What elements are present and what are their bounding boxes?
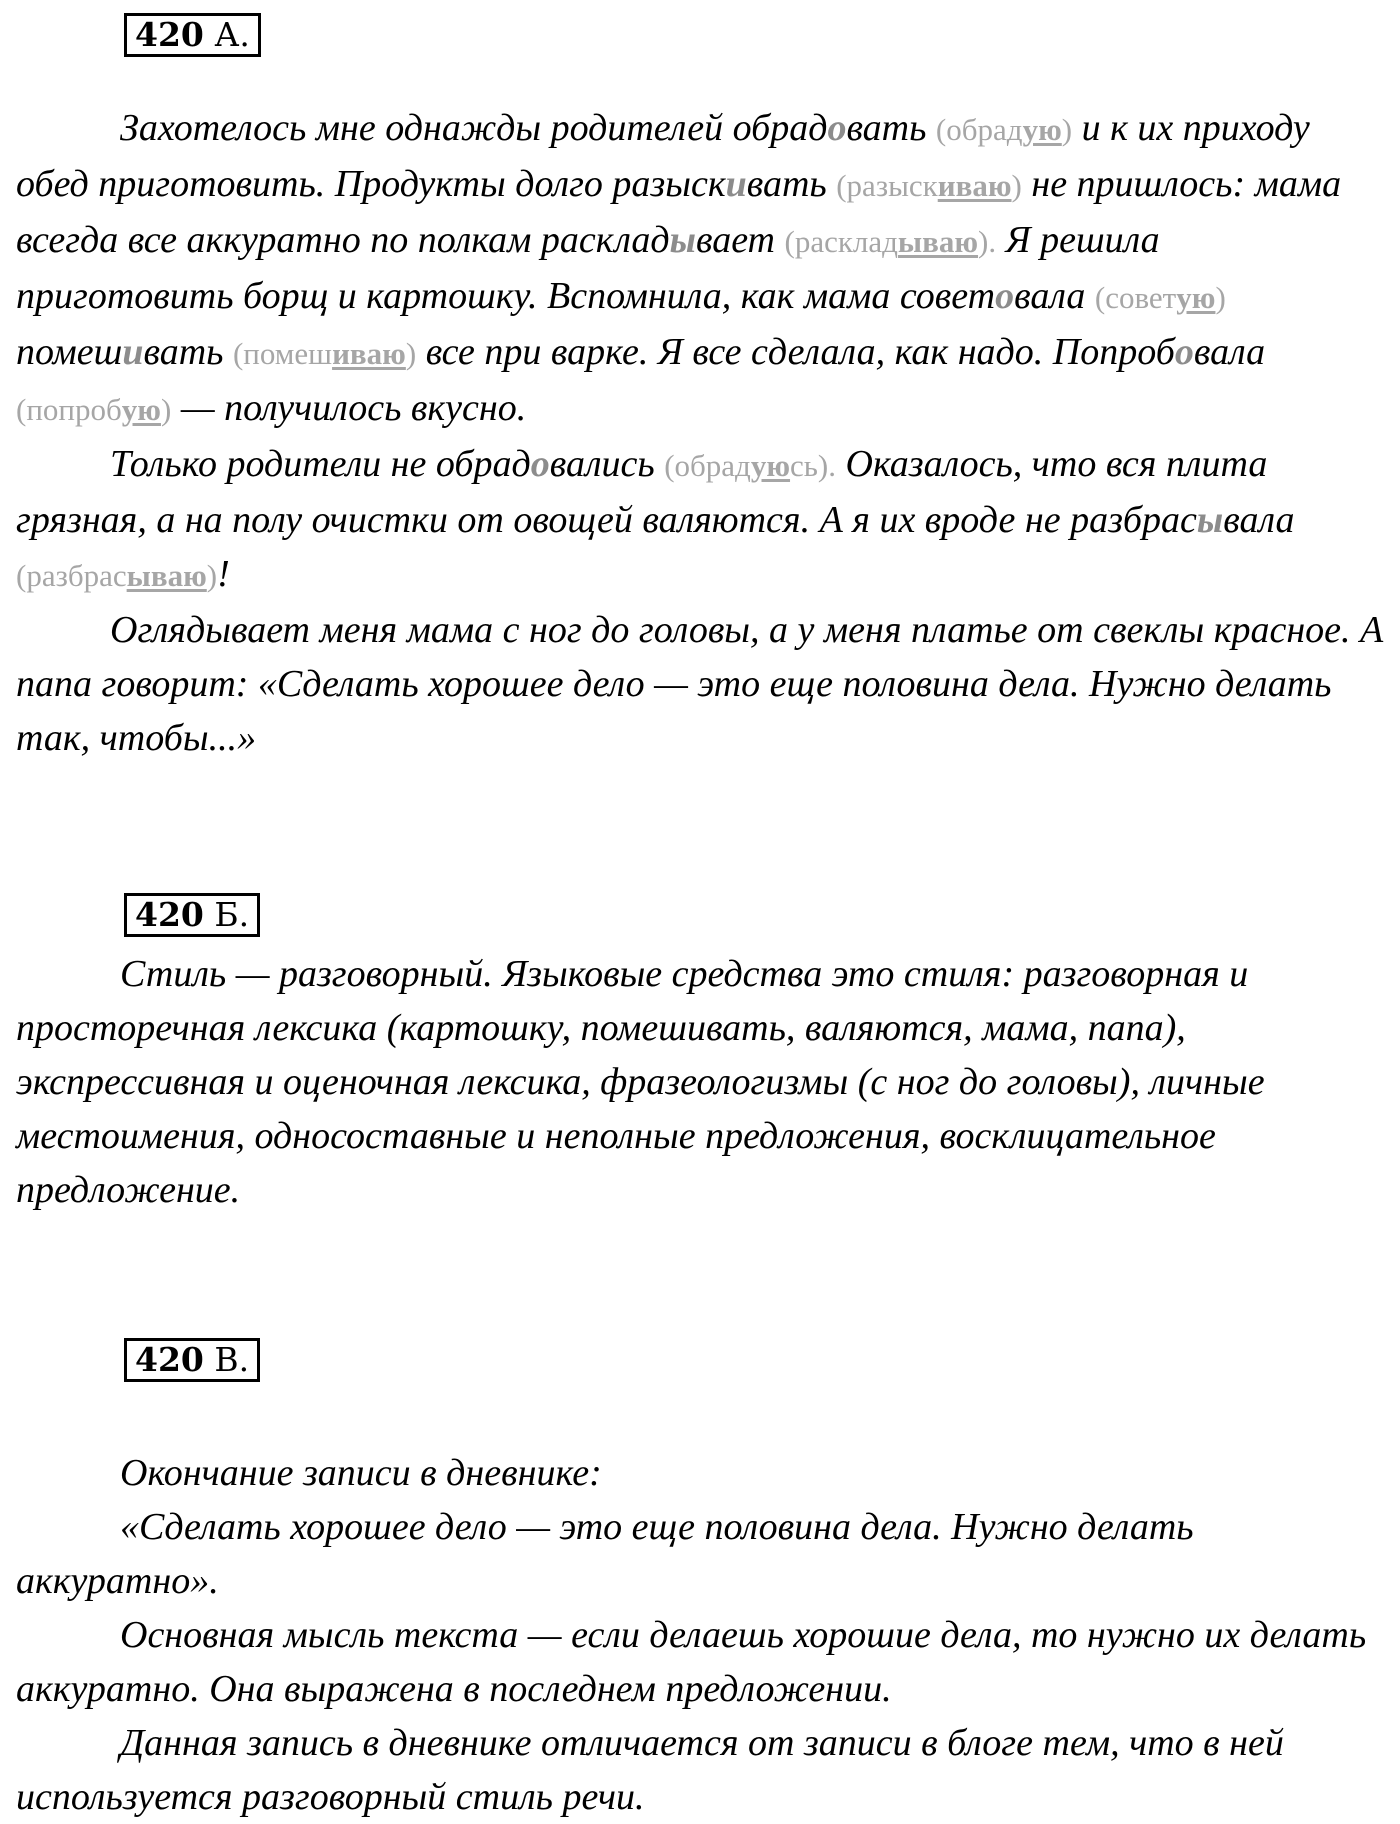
highlighted-letter: и [122, 331, 144, 373]
text-run: Оказалось, что вся плита грязная, а на полу очистки от овощей валяются. А я их вроде не разбрас [16, 443, 1268, 541]
check-word: (обрадуюсь). [664, 448, 837, 483]
exercise-number: 420 [135, 1340, 204, 1379]
text-run: вать [143, 331, 233, 373]
text-run: все при варке. Я все сделала, как надо. Попроб [416, 331, 1175, 373]
text-run: ! [217, 553, 230, 595]
highlighted-letter: о [995, 275, 1015, 317]
paragraph-420a-2 [16, 437, 1386, 603]
text-run: вала [1193, 331, 1266, 373]
check-word: (разбрасываю) [16, 558, 218, 593]
highlighted-letter: ы [669, 219, 696, 261]
exercise-header-420a [124, 13, 261, 57]
paragraph-420v-2: «Сделать хорошее дело — это еще половина дела. Нужно делать аккуратно». [16, 1506, 1194, 1602]
exercise-header-420v [124, 1338, 260, 1382]
highlighted-letter: о [530, 443, 550, 485]
exercise-header-420b [124, 893, 260, 937]
text-run: вала [1014, 275, 1095, 317]
exercise-number: 420 [135, 895, 204, 934]
check-word: (попробую) [16, 392, 172, 427]
exercise-letter: В. [214, 1340, 250, 1379]
paragraph-420v-4: Данная запись в дневнике отличается от записи в блоге тем, что в ней используется разговорный стиль речи. [16, 1722, 1284, 1818]
check-word: (разыскиваю) [836, 168, 1022, 203]
text-run: Только родители не обрад [110, 443, 531, 485]
text-run: вала [1223, 499, 1295, 541]
text-run: Я решила приготовить борщ и картошку. Вспомнила, как мама совет [16, 219, 1160, 317]
check-word: (обрадую) [935, 112, 1073, 147]
highlighted-letter: ы [1196, 499, 1224, 541]
text-run: вались [549, 443, 665, 485]
text-run: не пришлось: мама всегда все аккуратно по полкам расклад [16, 163, 1342, 261]
text-run: и к их приходу обед приготовить. Продукты долго разыск [16, 107, 1310, 205]
text-run: вать [846, 107, 936, 149]
check-word: (советую) [1094, 280, 1226, 315]
text-run: помеш [16, 331, 123, 373]
exercise-number: 420 [135, 15, 204, 54]
paragraph-420b-1: Стиль — разговорный. Языковые средства это стиля: разговорная и просторечная лексика (картошку, помешивать, валяются, мама, папа), экспрессивная и оценочная лексика, фразеологизмы (с ног до головы), личные местоимения, односоставные и неполные предложения, восклицательное предложение. [16, 953, 1265, 1211]
highlighted-letter: о [1174, 331, 1194, 373]
answer-420b [16, 947, 1386, 1217]
text-run: вать [746, 163, 837, 205]
text-run: вает [695, 219, 785, 261]
answer-420v [16, 1446, 1386, 1824]
paragraph-420a-3: Оглядывает меня мама с ног до головы, а у меня платье от свеклы красное. А папа говорит: «Сделать хорошее дело — это еще половина дела. Нужно делать так, чтобы...» [16, 609, 1384, 759]
exercise-letter: Б. [214, 895, 250, 934]
paragraph-420v-1: Окончание записи в дневнике: [120, 1452, 602, 1494]
text-run: Захотелось мне однажды родителей обрад [120, 107, 828, 149]
paragraph-420a-1 [16, 101, 1386, 437]
paragraph-420v-3: Основная мысль текста — если делаешь хорошие дела, то нужно их делать аккуратно. Она выражена в последнем предложении. [16, 1614, 1367, 1710]
check-word: (раскладываю). [784, 224, 997, 259]
answer-420a [16, 101, 1386, 765]
highlighted-letter: и [725, 163, 747, 205]
text-run: — получилось вкусно. [171, 387, 527, 429]
exercise-letter: А. [214, 15, 250, 54]
highlighted-letter: о [827, 107, 847, 149]
check-word: (помешиваю) [232, 336, 417, 371]
